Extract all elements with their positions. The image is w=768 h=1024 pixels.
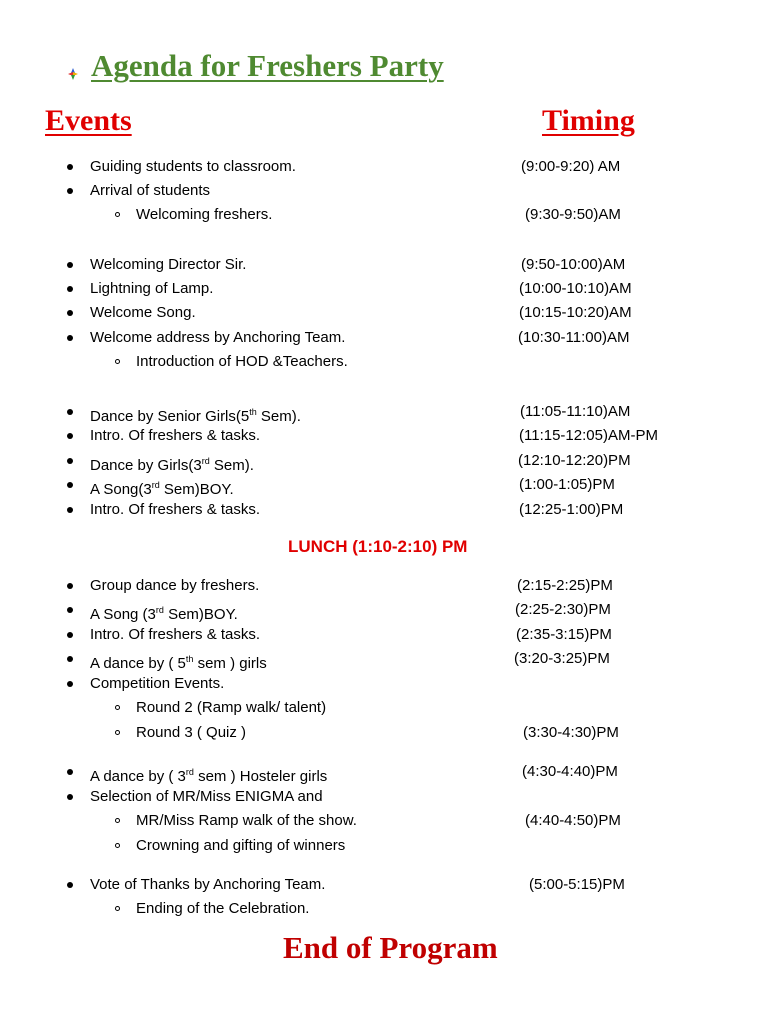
item-superscript: rd [155,605,164,615]
agenda-item-text [90,451,254,476]
item-text-part: A Song(3 [90,481,152,498]
sub-bullet-icon [115,359,120,364]
agenda-item-text: Introduction of HOD &Teachers. [136,353,348,370]
item-superscript: rd [151,480,160,490]
bullet-icon [67,310,73,316]
agenda-item-time: (2:15-2:25)PM [517,577,613,594]
bullet-icon [67,507,73,513]
agenda-item-text [90,402,301,427]
agenda-item-text: Guiding students to classroom. [90,158,296,175]
agenda-item-time: (10:30-11:00)AM [518,329,630,346]
agenda-item-time: (2:25-2:30)PM [515,601,611,618]
item-text-part: Dance by Girls(3 [90,457,202,474]
lunch-break: LUNCH (1:10-2:10) PM [288,537,468,556]
bullet-icon [67,607,73,613]
agenda-item-text [90,600,238,625]
arrow-bullet-icon [68,68,78,80]
agenda-item-text: Crowning and gifting of winners [136,837,346,854]
agenda-item-text: Welcome Song. [90,304,196,321]
agenda-item-time: (2:35-3:15)PM [516,626,612,643]
item-superscript: th [249,407,257,417]
item-text-part: Sem). [256,408,301,425]
agenda-item-time: (9:50-10:00)AM [521,256,626,273]
agenda-item-text: Intro. Of freshers & tasks. [90,626,261,643]
sub-bullet-icon [115,730,120,735]
sub-bullet-icon [115,818,120,823]
sub-bullet-icon [115,906,120,911]
agenda-item-time: (10:15-10:20)AM [519,304,632,321]
agenda-item-text: Ending of the Celebration. [136,900,310,917]
agenda-item-text [90,475,234,500]
bullet-icon [67,164,73,170]
bullet-icon [67,794,73,800]
agenda-item-time: (3:30-4:30)PM [523,724,619,741]
item-superscript: rd [185,767,194,777]
sub-bullet-icon [115,843,120,848]
timing-heading: Timing [542,104,635,137]
bullet-icon [67,286,73,292]
bullet-icon [67,409,73,415]
agenda-item-time: (1:00-1:05)PM [519,476,615,493]
bullet-icon [67,632,73,638]
item-superscript: rd [201,456,210,466]
agenda-item-time: (11:15-12:05)AM-PM [519,427,658,444]
bullet-icon [67,769,73,775]
bullet-icon [67,433,73,439]
item-text-part: Dance by Senior Girls(5 [90,408,250,425]
agenda-item-time: (5:00-5:15)PM [529,876,625,893]
agenda-item-text: Welcoming Director Sir. [90,256,247,273]
agenda-item-text: Intro. Of freshers & tasks. [90,501,261,518]
agenda-item-text: Lightning of Lamp. [90,280,214,297]
agenda-item-text: Round 3 ( Quiz ) [136,724,247,741]
agenda-item-text [90,649,267,674]
end-of-program: End of Program [283,930,498,965]
agenda-item-text: Welcome address by Anchoring Team. [90,329,346,346]
agenda-item-time: (12:25-1:00)PM [519,501,624,518]
bullet-icon [67,458,73,464]
item-text-part: Sem). [209,457,254,474]
agenda-item-text: Selection of MR/Miss ENIGMA and [90,788,323,805]
events-heading: Events [45,104,132,137]
agenda-item-text: Welcoming freshers. [136,206,273,223]
bullet-icon [67,482,73,488]
agenda-item-text: Competition Events. [90,675,225,692]
item-text-part: A dance by ( 3 [90,768,186,785]
agenda-item-text: Vote of Thanks by Anchoring Team. [90,876,326,893]
bullet-icon [67,583,73,589]
item-text-part: A dance by ( 5 [90,655,186,672]
bullet-icon [67,188,73,194]
bullet-icon [67,681,73,687]
agenda-item-time: (10:00-10:10)AM [519,280,632,297]
agenda-item-time: (9:00-9:20) AM [521,158,621,175]
agenda-item-text: Arrival of students [90,182,211,199]
agenda-item-text [90,762,327,787]
bullet-icon [67,882,73,888]
bullet-icon [67,262,73,268]
bullet-icon [67,335,73,341]
agenda-item-time: (3:20-3:25)PM [514,650,610,667]
item-text-part: Sem)BOY. [159,481,234,498]
agenda-item-text: MR/Miss Ramp walk of the show. [136,812,357,829]
bullet-icon [67,656,73,662]
item-text-part: Sem)BOY. [163,606,238,623]
page-title: Agenda for Freshers Party [91,48,444,83]
agenda-item-time: (12:10-12:20)PM [518,452,631,469]
agenda-item-time: (9:30-9:50)AM [525,206,621,223]
item-text-part: sem ) Hosteler girls [193,768,328,785]
sub-bullet-icon [115,705,120,710]
agenda-item-text: Intro. Of freshers & tasks. [90,427,261,444]
agenda-item-text: Round 2 (Ramp walk/ talent) [136,699,327,716]
agenda-item-time: (4:30-4:40)PM [522,763,618,780]
agenda-item-time: (4:40-4:50)PM [525,812,621,829]
item-superscript: th [185,654,194,664]
sub-bullet-icon [115,212,120,217]
item-text-part: sem ) girls [193,655,267,672]
item-text-part: A Song (3 [90,606,156,623]
agenda-item-time: (11:05-11:10)AM [520,403,631,420]
agenda-item-text: Group dance by freshers. [90,577,260,594]
